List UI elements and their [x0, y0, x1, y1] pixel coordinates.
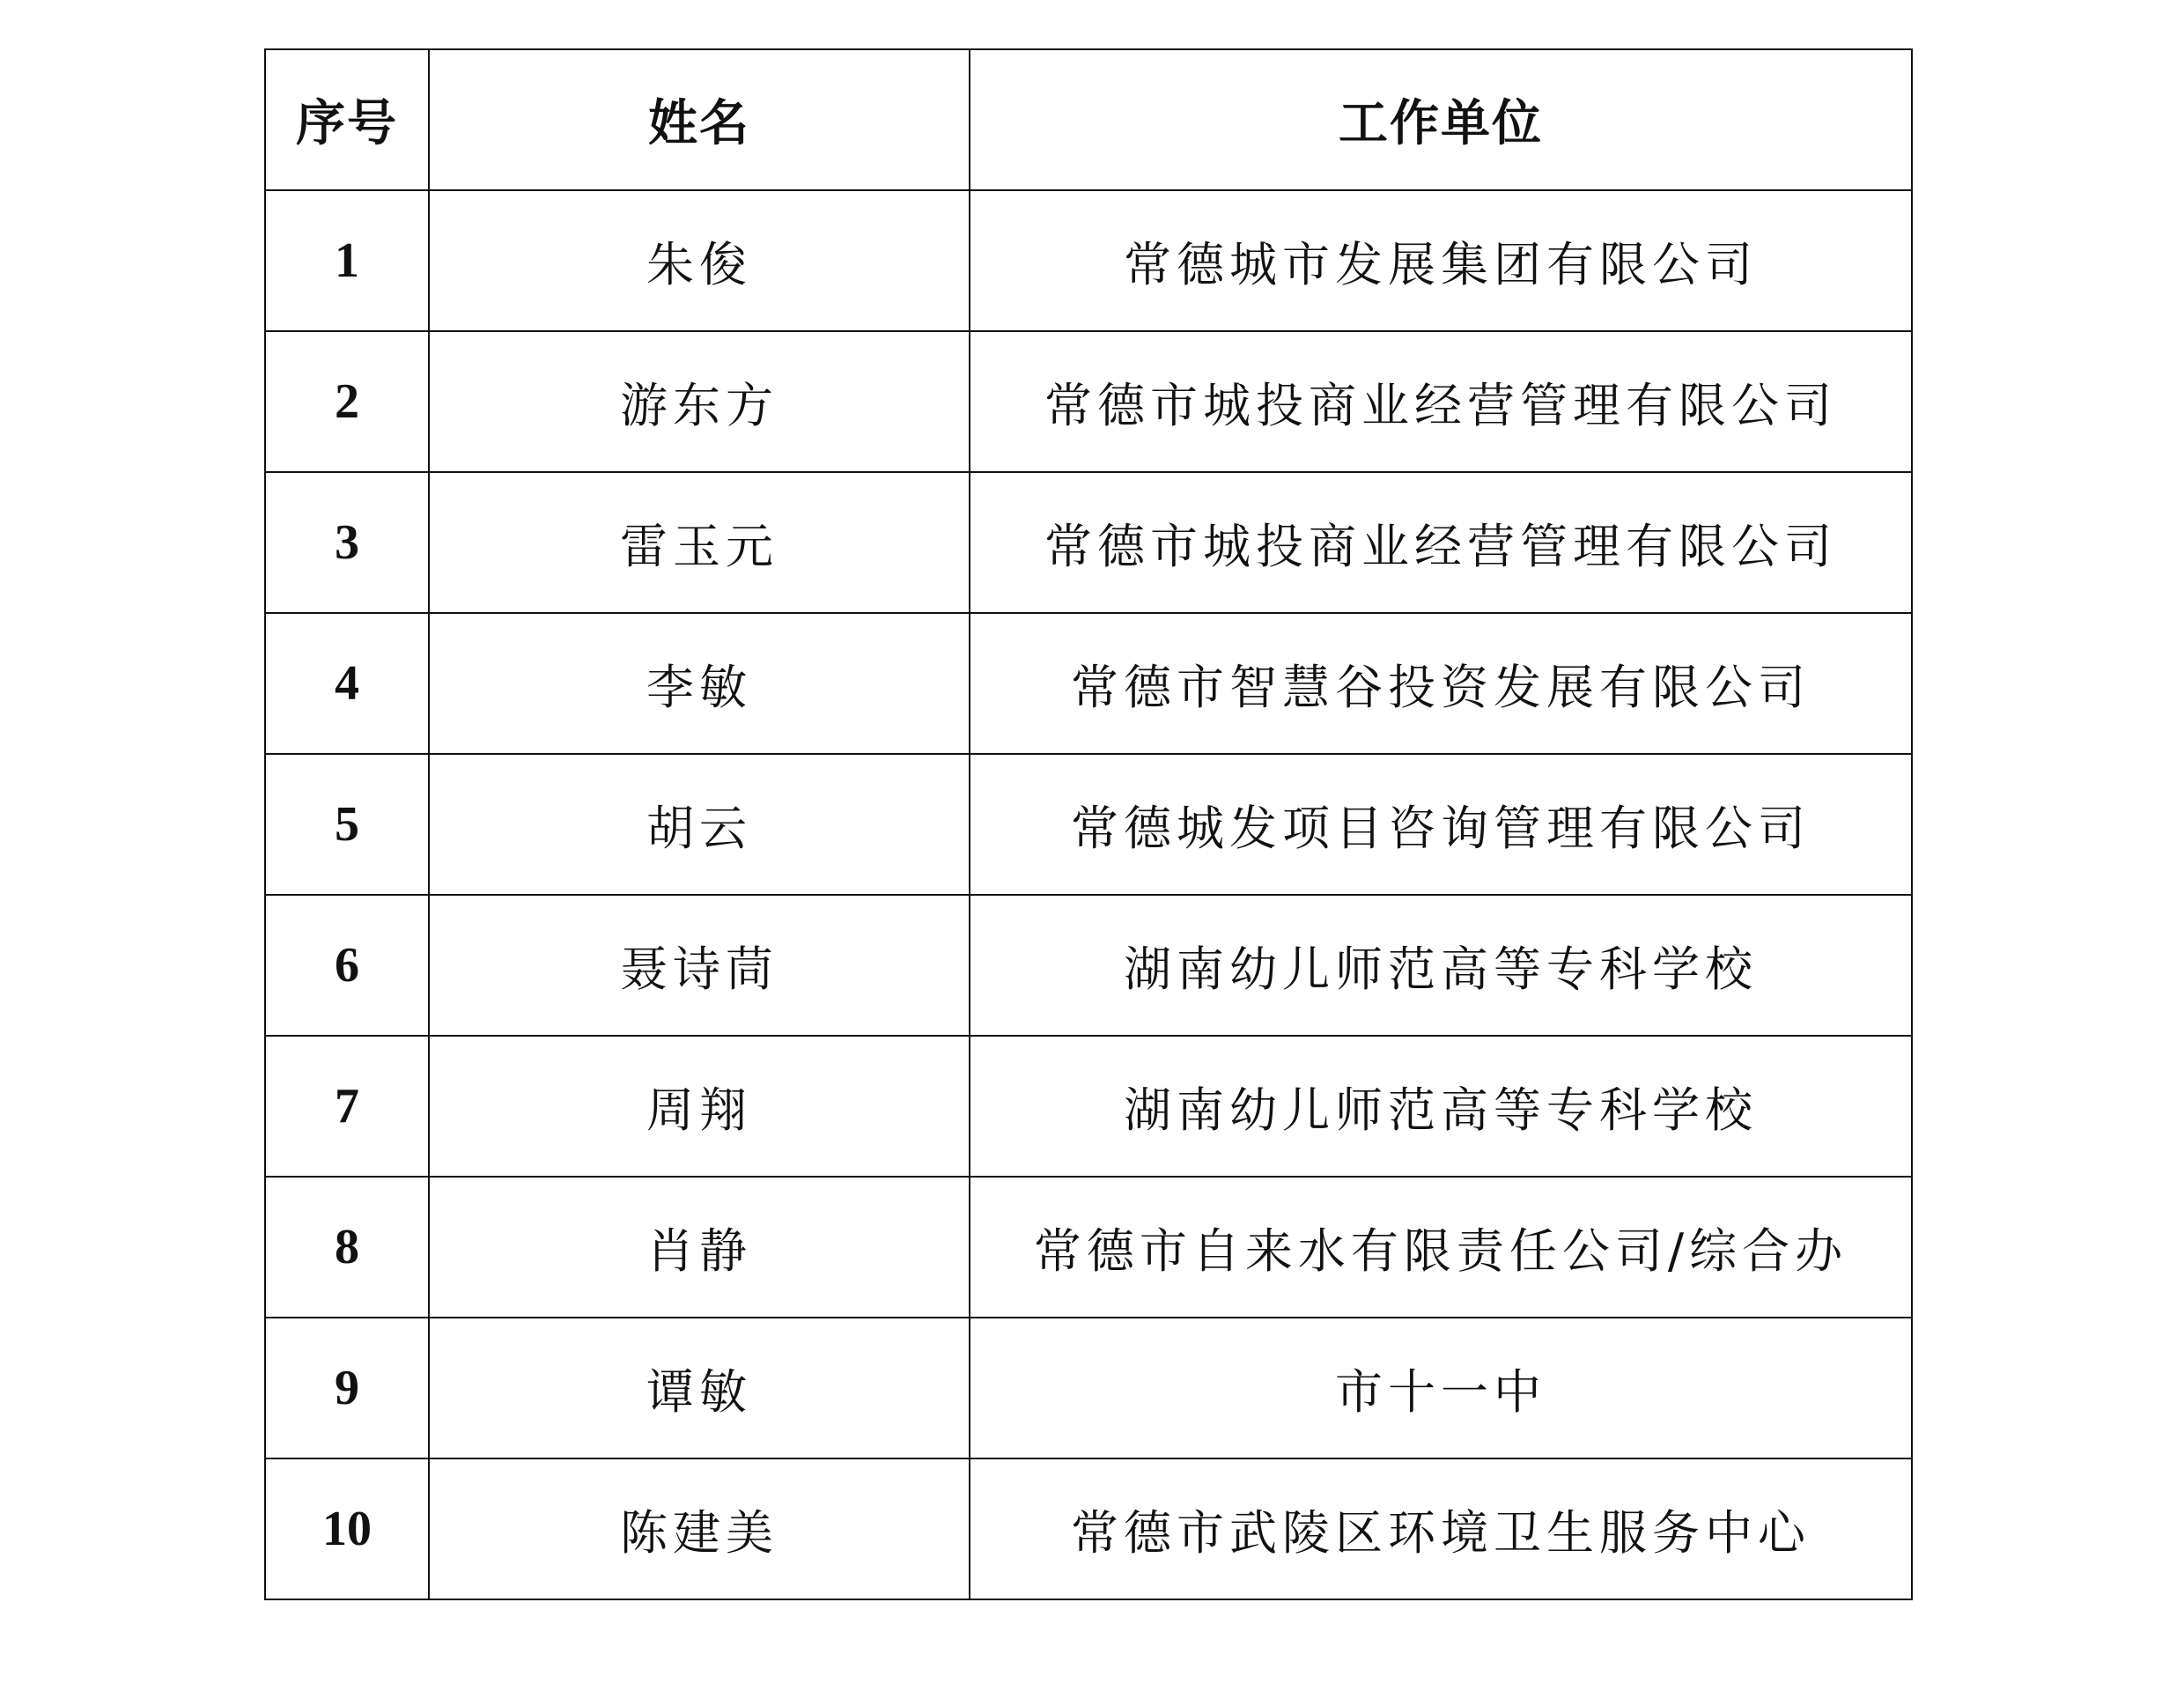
table-row	[265, 331, 1912, 472]
row-name: 周翔	[429, 1036, 970, 1177]
row-unit: 常德城市发展集团有限公司	[970, 190, 1912, 331]
row-index: 8	[265, 1177, 429, 1318]
table-row	[265, 1458, 1912, 1599]
row-index: 4	[265, 613, 429, 754]
table-row	[265, 1177, 1912, 1318]
table-row	[265, 613, 1912, 754]
row-name: 谭敏	[429, 1318, 970, 1458]
row-name: 游东方	[429, 331, 970, 472]
row-name: 聂诗茼	[429, 895, 970, 1036]
table-row	[265, 190, 1912, 331]
row-name: 胡云	[429, 754, 970, 895]
row-unit: 常德城发项目咨询管理有限公司	[970, 754, 1912, 895]
row-index: 2	[265, 331, 429, 472]
table-header-row	[265, 49, 1912, 190]
personnel-table	[264, 48, 1913, 1600]
table-row	[265, 754, 1912, 895]
row-name: 雷玉元	[429, 472, 970, 613]
row-index: 9	[265, 1318, 429, 1458]
row-unit: 常德市城投商业经营管理有限公司	[970, 331, 1912, 472]
row-index: 3	[265, 472, 429, 613]
row-unit: 常德市武陵区环境卫生服务中心	[970, 1458, 1912, 1599]
row-index: 6	[265, 895, 429, 1036]
row-unit: 常德市自来水有限责任公司/综合办	[970, 1177, 1912, 1318]
row-index: 7	[265, 1036, 429, 1177]
row-unit: 常德市智慧谷投资发展有限公司	[970, 613, 1912, 754]
row-unit: 湖南幼儿师范高等专科学校	[970, 1036, 1912, 1177]
row-unit: 市十一中	[970, 1318, 1912, 1458]
table-row	[265, 1036, 1912, 1177]
header-index: 序号	[265, 49, 429, 190]
table-row	[265, 472, 1912, 613]
header-unit: 工作单位	[970, 49, 1912, 190]
header-name: 姓名	[429, 49, 970, 190]
row-name: 朱俊	[429, 190, 970, 331]
row-index: 1	[265, 190, 429, 331]
row-unit: 湖南幼儿师范高等专科学校	[970, 895, 1912, 1036]
row-index: 5	[265, 754, 429, 895]
row-unit: 常德市城投商业经营管理有限公司	[970, 472, 1912, 613]
row-index: 10	[265, 1458, 429, 1599]
row-name: 陈建美	[429, 1458, 970, 1599]
table-row	[265, 1318, 1912, 1458]
row-name: 肖静	[429, 1177, 970, 1318]
table-row	[265, 895, 1912, 1036]
row-name: 李敏	[429, 613, 970, 754]
